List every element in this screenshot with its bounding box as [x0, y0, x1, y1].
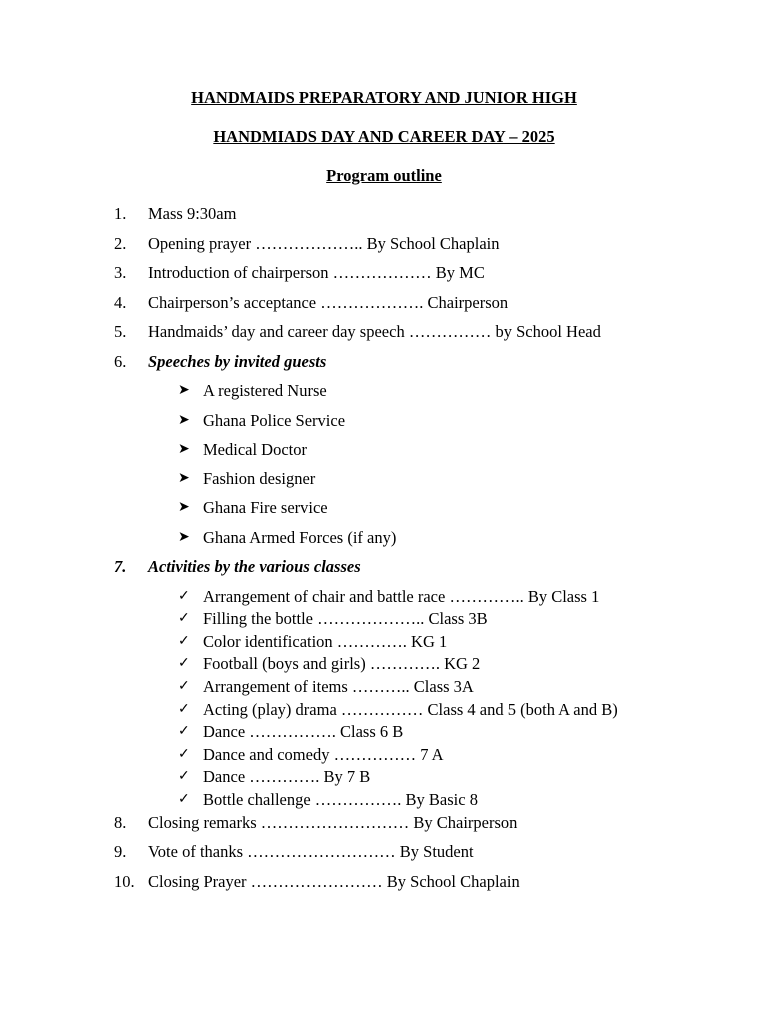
- item-number: 1.: [114, 204, 127, 223]
- item-text: Mass 9:30am: [148, 204, 237, 223]
- checkmark-bullet-icon: ✓: [178, 769, 190, 784]
- checkmark-bullet-icon: ✓: [178, 611, 190, 626]
- item-number: 8.: [114, 813, 127, 832]
- activity-text: Arrangement of chair and battle race ………….. By Class 1: [203, 587, 600, 606]
- item-text: Introduction of chairperson ……………… By MC: [148, 263, 485, 282]
- guest-text: Fashion designer: [203, 469, 316, 488]
- checkmark-bullet-icon: ✓: [178, 792, 190, 807]
- guest-text: Ghana Police Service: [203, 411, 346, 430]
- speeches-heading: Speeches by invited guests: [148, 352, 327, 371]
- activities-heading: Activities by the various classes: [148, 557, 361, 576]
- activity-text: Filling the bottle ……………….. Class 3B: [203, 609, 488, 628]
- activity-text: Dance …………. By 7 B: [203, 767, 371, 786]
- item-text: Closing remarks ……………………… By Chairperson: [148, 813, 518, 832]
- arrowhead-bullet-icon: ➤: [178, 383, 190, 398]
- item-text: Closing Prayer …………………… By School Chaplain: [148, 872, 520, 891]
- activity-text: Acting (play) drama …………… Class 4 and 5 (both A and B): [203, 700, 618, 719]
- arrowhead-bullet-icon: ➤: [178, 530, 190, 545]
- checkmark-bullet-icon: ✓: [178, 679, 190, 694]
- arrowhead-bullet-icon: ➤: [178, 413, 190, 428]
- program-outline-title: Program outline: [326, 166, 442, 185]
- checkmark-bullet-icon: ✓: [178, 634, 190, 649]
- checkmark-bullet-icon: ✓: [178, 747, 190, 762]
- guest-text: Ghana Fire service: [203, 498, 328, 517]
- guest-text: Medical Doctor: [203, 440, 308, 459]
- item-number: 9.: [114, 842, 127, 861]
- item-text: Opening prayer ……………….. By School Chaplain: [148, 234, 500, 253]
- item-text: Chairperson’s acceptance ………………. Chairperson: [148, 293, 509, 312]
- item-number: 2.: [114, 234, 127, 253]
- checkmark-bullet-icon: ✓: [178, 656, 190, 671]
- item-number: 6.: [114, 352, 127, 371]
- arrowhead-bullet-icon: ➤: [178, 500, 190, 515]
- item-number: 7.: [114, 557, 127, 576]
- item-text: Handmaids’ day and career day speech …………… by School Head: [148, 322, 601, 341]
- activity-text: Arrangement of items ……….. Class 3A: [203, 677, 474, 696]
- activity-text: Dance and comedy …………… 7 A: [203, 745, 444, 764]
- activity-text: Football (boys and girls) …………. KG 2: [203, 654, 481, 673]
- guest-text: A registered Nurse: [203, 381, 327, 400]
- checkmark-bullet-icon: ✓: [178, 702, 190, 717]
- arrowhead-bullet-icon: ➤: [178, 442, 190, 457]
- item-text: Vote of thanks ……………………… By Student: [148, 842, 474, 861]
- item-number: 10.: [114, 872, 135, 891]
- activity-text: Bottle challenge ……………. By Basic 8: [203, 790, 478, 809]
- item-number: 5.: [114, 322, 127, 341]
- event-title: HANDMIADS DAY AND CAREER DAY – 2025: [213, 127, 555, 146]
- arrowhead-bullet-icon: ➤: [178, 471, 190, 486]
- item-number: 4.: [114, 293, 127, 312]
- guest-text: Ghana Armed Forces (if any): [203, 528, 397, 547]
- activity-text: Dance ……………. Class 6 B: [203, 722, 404, 741]
- activity-text: Color identification …………. KG 1: [203, 632, 448, 651]
- checkmark-bullet-icon: ✓: [178, 724, 190, 739]
- school-title: HANDMAIDS PREPARATORY AND JUNIOR HIGH: [191, 88, 577, 107]
- checkmark-bullet-icon: ✓: [178, 589, 190, 604]
- item-number: 3.: [114, 263, 127, 282]
